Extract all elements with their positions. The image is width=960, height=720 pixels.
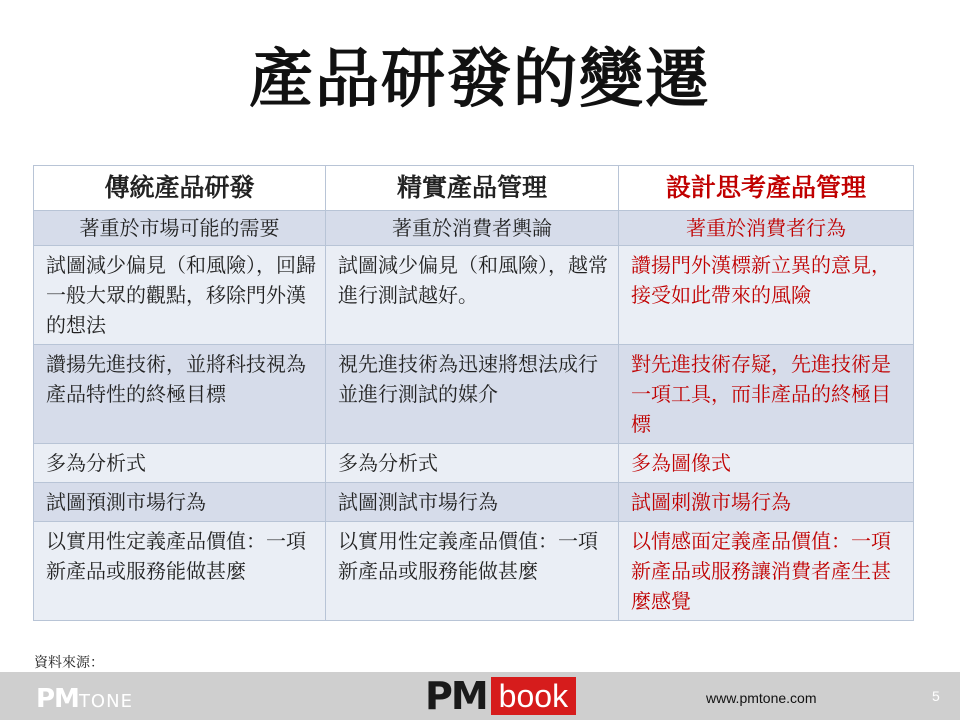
website-link[interactable]: www.pmtone.com bbox=[706, 690, 817, 706]
cell: 以實用性定義產品價值：一項新產品或服務能做甚麼 bbox=[34, 522, 326, 621]
page-number: 5 bbox=[932, 688, 940, 704]
header-lean: 精實產品管理 bbox=[326, 166, 619, 211]
table-row bbox=[34, 345, 914, 444]
table-row bbox=[34, 211, 914, 246]
cell: 對先進技術存疑，先進技術是一項工具，而非產品的終極目標 bbox=[619, 345, 914, 444]
pmbook-logo bbox=[425, 676, 576, 716]
header-design-thinking: 設計思考產品管理 bbox=[619, 166, 914, 211]
pmtone-logo-pm: PM bbox=[36, 684, 79, 714]
pmtone-logo bbox=[36, 684, 133, 714]
comparison-table bbox=[33, 165, 914, 621]
cell: 試圖預測市場行為 bbox=[34, 483, 326, 522]
cell: 試圖減少偏見（和風險），越常進行測試越好。 bbox=[326, 246, 619, 345]
header-traditional: 傳統產品研發 bbox=[34, 166, 326, 211]
table-header-row bbox=[34, 166, 914, 211]
cell: 視先進技術為迅速將想法成行並進行測試的媒介 bbox=[326, 345, 619, 444]
cell: 著重於市場可能的需要 bbox=[34, 211, 326, 246]
pmtone-logo-tone: TONE bbox=[78, 691, 133, 712]
table-row bbox=[34, 246, 914, 345]
cell: 著重於消費者行為 bbox=[619, 211, 914, 246]
page-title: 產品研發的變遷 bbox=[249, 43, 711, 117]
footer-bar bbox=[0, 672, 960, 720]
table-row bbox=[34, 522, 914, 621]
cell: 多為圖像式 bbox=[619, 444, 914, 483]
cell: 以情感面定義產品價值：一項新產品或服務讓消費者產生甚麼感覺 bbox=[619, 522, 914, 621]
cell: 以實用性定義產品價值：一項新產品或服務能做甚麼 bbox=[326, 522, 619, 621]
cell: 多為分析式 bbox=[326, 444, 619, 483]
cell: 試圖刺激市場行為 bbox=[619, 483, 914, 522]
table-row bbox=[34, 483, 914, 522]
cell: 試圖測試市場行為 bbox=[326, 483, 619, 522]
cell: 著重於消費者輿論 bbox=[326, 211, 619, 246]
source-label: 資料來源： bbox=[34, 655, 104, 671]
cell: 讚揚門外漢標新立異的意見，接受如此帶來的風險 bbox=[619, 246, 914, 345]
pmbook-logo-book: book bbox=[491, 677, 576, 715]
cell: 讚揚先進技術，並將科技視為產品特性的終極目標 bbox=[34, 345, 326, 444]
table-row bbox=[34, 444, 914, 483]
cell: 試圖減少偏見（和風險），回歸一般大眾的觀點，移除門外漢的想法 bbox=[34, 246, 326, 345]
cell: 多為分析式 bbox=[34, 444, 326, 483]
pmbook-logo-pm: PM bbox=[425, 674, 487, 718]
